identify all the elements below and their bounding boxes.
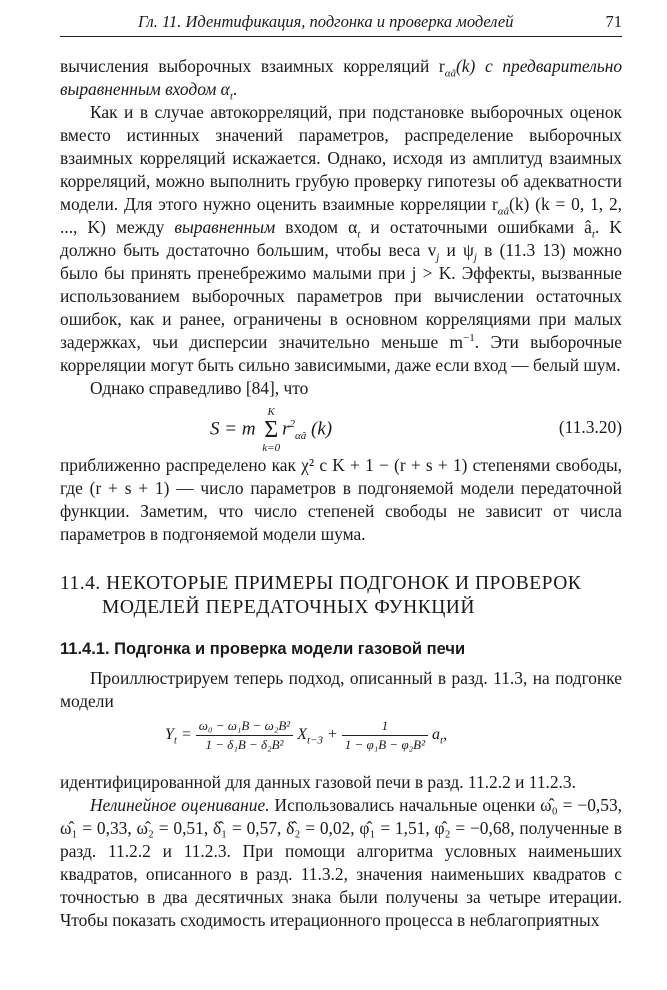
paragraph-6: идентифицированной для данных газовой печи в разд. 11.2.2 и 11.2.3. [60,772,576,792]
subsection-heading: 11.4.1. Подгонка и проверка модели газовой печи [60,640,466,658]
paragraph-5: Проиллюстрируем теперь подход, описанный в разд. 11.3, на подгонке модели [60,668,622,711]
fraction-noise: $\frac{1}{\text{1 − φ₁B − φ₂B²}}$ [342,717,428,754]
fraction-transfer: $\frac{\text{ω₀ − ω₁B − ω₂B²}}{\text{1 − δ₁B − δ₂B²}}$ [196,717,293,754]
running-title: Гл. 11. Идентификация, подгонка и проверка моделей [138,12,514,31]
page-body [60,55,622,932]
running-header [60,8,622,37]
paragraph-4: приближенно распределено как χ² с K + 1 − (r + s + 1) степенями свободы, где (r + s + 1) — число параметров в подгоняемой модели передаточной функции. Заметим, что число степеней свободы не зависит от числа параметров в подгоняемой модели шума. [60,455,622,544]
equation-model-body: $Y_t$ = $\frac{\text{ω₀ − ω₁B − ω₂B²}}{\text{1 − δ₁B − δ₂B²}}$ $X_{t-3}$ + $\frac{1}{\text{1 − φ₁B − φ₂B²}}$ $a_t$, [165,718,448,752]
equation-11-3-20 [60,400,622,454]
paragraph-2: Как и в случае автокорреляций, при подстановке выборочных оценок вместо истинных значений параметров, распределение выборочных взаимных корреляций искажается. Однако, исходя из амплитуд взаимных корреляций, можно выполнить грубую проверку гипотезы об адекватности модели. Для этого нужно оценить взаимные корреляции $r_{\alpha â}(k) (k = 0$, 1, 2, ..., K) между выравненным входом $\alpha_t$ и остаточными ошибками $â_t$. K должно быть достаточно большим, чтобы веса $v_j$ и $\psi_j$ в (11.3 13) можно было бы принять пренебрежимо малыми при j > K. Эффекты, вызванные использованием выборочных параметров при вычислении остаточных ошибок, как и ранее, ограничены в основном корреляциями при малых задержках, чьи дисперсии значительно меньше $m^{-1}$. Эти выборочные корреляции могут быть сильно зависимыми, даже если вход — белый шум. [60,102,622,375]
paragraph-7: Нелинейное оценивание. Использовались начальные оценки ω̂₀ = −0,53, ω̂₁ = 0,33, ω̂₂ = 0,51, δ̂₁ = 0,57, δ̂₂ = 0,02, φ̂₁ = 1,51, φ̂₂ = −0,68, полученные в разд. 11.2.2 и 11.2.3. При помощи алгоритма условных наименьших квадратов, описанного в разд. 11.3.2, значения наименьших квадратов с точностью в два десятичных знака были получены за четыре итерации. Чтобы показать сходимость итерационного процесса в неблагоприятных [60,795,623,930]
section-heading: 11.4. НЕКОТОРЫЕ ПРИМЕРЫ ПОДГОНОК И ПРОВЕРОК МОДЕЛЕЙ ПЕРЕДАТОЧНЫХ ФУНКЦИЙ [60,573,582,618]
sum-operator: K Σ k=0 [262,406,281,454]
equation-model [60,713,622,771]
equation-number: (11.3.20) [558,417,622,437]
paragraph-1: вычисления выборочных взаимных корреляций $r_{\alpha â}(k)$ с предварительно выравненным входом $\alpha_t$. [60,56,623,103]
equation-body: S = m K Σ k=0 $r^2_{\alpha â}$ (k) [210,406,333,454]
paragraph-3: Однако справедливо [84], что [90,378,309,398]
page-number: 71 [605,12,622,31]
